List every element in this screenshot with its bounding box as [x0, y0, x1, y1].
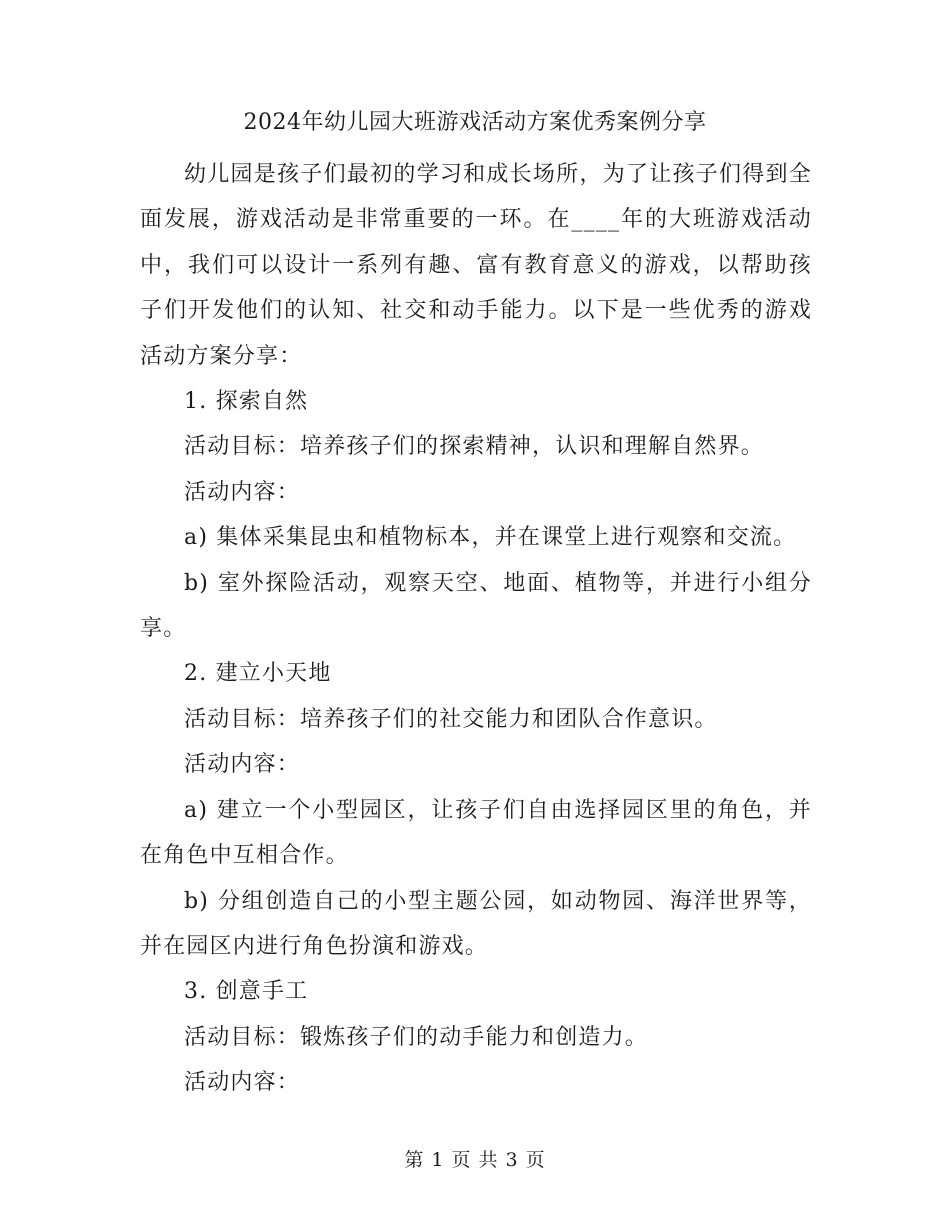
- activity-content-label-1: 活动内容：: [184, 479, 301, 505]
- section-heading-1: 1. 探索自然: [184, 389, 309, 415]
- activity-item-1a: a) 集体采集昆虫和植物标本，并在课堂上进行观察和交流。: [184, 525, 797, 551]
- activity-content-label-3: 活动内容：: [184, 1070, 301, 1096]
- activity-content-label-2: 活动内容：: [184, 752, 301, 778]
- activity-goal-3: 活动目标：锻炼孩子们的动手能力和创造力。: [184, 1024, 649, 1050]
- document-body: [140, 152, 812, 1106]
- section-heading-2: 2. 建立小天地: [184, 661, 332, 687]
- section-heading-3: 3. 创意手工: [184, 979, 309, 1005]
- page-footer: 第 1 页 共 3 页: [404, 1149, 546, 1171]
- document-title: 2024年幼儿园大班游戏活动方案优秀案例分享: [243, 110, 707, 135]
- activity-goal-1: 活动目标：培养孩子们的探索精神，认识和理解自然界。: [184, 434, 765, 460]
- activity-item-1b: b) 室外探险活动，观察天空、地面、植物等，并进行小组分享。: [140, 570, 812, 642]
- intro-paragraph: 幼儿园是孩子们最初的学习和成长场所，为了让孩子们得到全面发展，游戏活动是非常重要的一环。在____年的大班游戏活动中，我们可以设计一系列有趣、富有教育意义的游戏，以帮助孩子们开发他们的认知、社交和动手能力。以下是一些优秀的游戏活动方案分享：: [140, 162, 812, 369]
- activity-item-2b: b) 分组创造自己的小型主题公园，如动物园、海洋世界等，并在园区内进行角色扮演和游戏。: [140, 888, 812, 959]
- activity-goal-2: 活动目标：培养孩子们的社交能力和团队合作意识。: [184, 706, 718, 732]
- activity-item-2a: a) 建立一个小型园区，让孩子们自由选择园区里的角色，并在角色中互相合作。: [140, 797, 812, 869]
